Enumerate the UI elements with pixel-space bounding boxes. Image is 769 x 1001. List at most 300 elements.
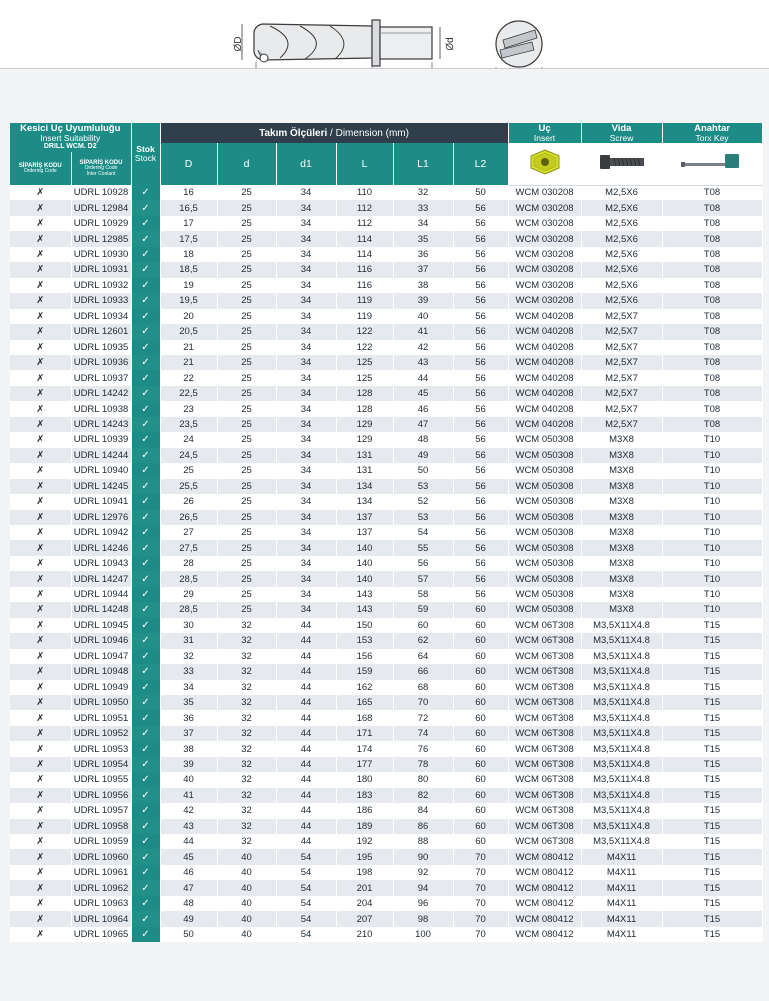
cell-key: T08 [662,200,762,215]
screw-image-cell [581,143,662,185]
cell-stock: ✓ [131,602,160,617]
cell-d: 25 [217,355,276,370]
cell-l2: 60 [453,695,508,710]
cell-mark: ✗ [10,556,71,571]
cell-stock: ✓ [131,649,160,664]
cell-mark: ✗ [10,448,71,463]
cell-l: 122 [336,324,393,339]
cell-insert: WCM 06T308 [508,649,581,664]
cell-stock: ✓ [131,432,160,447]
stock-header: Stok Stock [131,123,160,185]
cell-insert: WCM 080412 [508,911,581,926]
cell-key: T08 [662,401,762,416]
cell-mark: ✗ [10,479,71,494]
cell-l: 153 [336,633,393,648]
cell-d1: 44 [276,695,336,710]
cell-screw: M3X8 [581,494,662,509]
cell-d: 32 [217,803,276,818]
cell-d: 19 [160,278,217,293]
cell-mark: ✗ [10,309,71,324]
cell-code: UDRL 10932 [71,278,131,293]
cell-l2: 56 [453,370,508,385]
cell-mark: ✗ [10,571,71,586]
cell-insert: WCM 040208 [508,309,581,324]
cell-mark: ✗ [10,200,71,215]
cell-screw: M3,5X11X4.8 [581,803,662,818]
cell-mark: ✗ [10,834,71,849]
col-header-D: D [160,143,217,185]
cell-insert: WCM 080412 [508,927,581,942]
cell-mark: ✗ [10,741,71,756]
table-row [10,278,762,293]
cell-l1: 50 [393,463,453,478]
cell-d: 22 [160,370,217,385]
cell-l1: 48 [393,432,453,447]
table-row [10,911,762,926]
cell-code: UDRL 12601 [71,324,131,339]
cell-l: 137 [336,525,393,540]
cell-d: 25 [217,216,276,231]
cell-screw: M2,5X6 [581,200,662,215]
table-row [10,540,762,555]
cell-l: 140 [336,571,393,586]
cell-stock: ✓ [131,540,160,555]
cell-code: UDRL 10953 [71,741,131,756]
cell-l: 119 [336,293,393,308]
cell-l1: 88 [393,834,453,849]
cell-l: 125 [336,370,393,385]
cell-code: UDRL 10931 [71,262,131,277]
cell-d: 25 [217,386,276,401]
cell-d1: 44 [276,618,336,633]
cell-d: 46 [160,865,217,880]
cell-l: 128 [336,386,393,401]
cell-key: T15 [662,803,762,818]
cell-l1: 86 [393,819,453,834]
cell-d1: 34 [276,602,336,617]
cell-l: 140 [336,540,393,555]
table-row [10,865,762,880]
cell-d1: 34 [276,556,336,571]
table-row [10,309,762,324]
cell-l2: 70 [453,911,508,926]
cell-l1: 41 [393,324,453,339]
cell-key: T10 [662,448,762,463]
cell-mark: ✗ [10,432,71,447]
cell-screw: M2,5X7 [581,340,662,355]
cell-d: 25 [217,494,276,509]
cell-l: 119 [336,309,393,324]
cell-d: 27,5 [160,540,217,555]
cell-insert: WCM 030208 [508,185,581,200]
table-row [10,757,762,772]
cell-l: 125 [336,355,393,370]
col-header-d: d [217,143,276,185]
cell-d: 32 [217,664,276,679]
cell-code: UDRL 10965 [71,927,131,942]
table-row [10,710,762,725]
cell-stock: ✓ [131,185,160,200]
cell-l2: 70 [453,865,508,880]
cell-stock: ✓ [131,247,160,262]
insert-header: Uç Insert [508,123,581,143]
cell-insert: WCM 030208 [508,262,581,277]
cell-l2: 60 [453,680,508,695]
cell-key: T08 [662,293,762,308]
cell-screw: M2,5X6 [581,278,662,293]
cell-d: 17,5 [160,231,217,246]
cell-l: 150 [336,618,393,633]
cell-l: 174 [336,741,393,756]
cell-d: 32 [217,695,276,710]
cell-d: 25 [217,479,276,494]
cell-screw: M3,5X11X4.8 [581,649,662,664]
cell-stock: ✓ [131,757,160,772]
cell-screw: M3X8 [581,432,662,447]
cell-key: T15 [662,834,762,849]
cell-stock: ✓ [131,324,160,339]
table-row [10,618,762,633]
cell-screw: M3,5X11X4.8 [581,726,662,741]
cell-key: T15 [662,788,762,803]
cell-insert: WCM 050308 [508,432,581,447]
cell-code: UDRL 10946 [71,633,131,648]
cell-l: 165 [336,695,393,710]
cell-l2: 60 [453,772,508,787]
cell-code: UDRL 10940 [71,463,131,478]
cell-stock: ✓ [131,788,160,803]
cell-stock: ✓ [131,401,160,416]
cell-d: 25 [217,401,276,416]
cell-mark: ✗ [10,726,71,741]
cell-key: T10 [662,494,762,509]
cell-l1: 72 [393,710,453,725]
cell-screw: M3X8 [581,587,662,602]
table-row [10,819,762,834]
cell-l: 189 [336,819,393,834]
cell-l: 129 [336,432,393,447]
table-row [10,216,762,231]
cell-screw: M3X8 [581,479,662,494]
cell-d1: 34 [276,525,336,540]
cell-code: UDRL 14245 [71,479,131,494]
cell-code: UDRL 10962 [71,880,131,895]
cell-l1: 45 [393,386,453,401]
table-row [10,741,762,756]
cell-l2: 56 [453,324,508,339]
cell-l2: 56 [453,463,508,478]
cell-key: T10 [662,540,762,555]
screw-icon [596,151,648,173]
cell-l: 140 [336,556,393,571]
cell-d1: 34 [276,309,336,324]
cell-mark: ✗ [10,865,71,880]
cell-code: UDRL 10952 [71,726,131,741]
cell-code: UDRL 14244 [71,448,131,463]
cell-d1: 44 [276,649,336,664]
cell-l1: 92 [393,865,453,880]
cell-l1: 62 [393,633,453,648]
cell-d: 24 [160,432,217,447]
cell-l2: 56 [453,262,508,277]
cell-key: T15 [662,849,762,864]
cell-mark: ✗ [10,185,71,200]
cell-stock: ✓ [131,680,160,695]
cell-insert: WCM 080412 [508,880,581,895]
cell-d: 25 [217,525,276,540]
cell-d1: 44 [276,710,336,725]
cell-d: 32 [217,680,276,695]
cell-d: 21 [160,340,217,355]
cell-l2: 56 [453,293,508,308]
cell-stock: ✓ [131,819,160,834]
cell-l1: 82 [393,788,453,803]
cell-d: 32 [217,819,276,834]
cell-d1: 34 [276,231,336,246]
cell-key: T10 [662,587,762,602]
cell-l2: 56 [453,510,508,525]
cell-code: UDRL 10957 [71,803,131,818]
key-image-cell [662,143,762,185]
cell-l: 143 [336,587,393,602]
cell-stock: ✓ [131,865,160,880]
cell-insert: WCM 030208 [508,293,581,308]
cell-d1: 34 [276,479,336,494]
cell-code: UDRL 10956 [71,788,131,803]
cell-d: 25 [217,200,276,215]
cell-insert: WCM 06T308 [508,757,581,772]
cell-l: 183 [336,788,393,803]
cell-d: 32 [217,618,276,633]
table-row [10,649,762,664]
cell-key: T10 [662,510,762,525]
cell-mark: ✗ [10,680,71,695]
cell-key: T10 [662,432,762,447]
cell-mark: ✗ [10,278,71,293]
cell-code: UDRL 10939 [71,432,131,447]
cell-stock: ✓ [131,293,160,308]
cell-l2: 56 [453,571,508,586]
table-body [10,185,762,942]
torx-key-icon [679,151,745,173]
cell-d: 28,5 [160,571,217,586]
cell-key: T08 [662,278,762,293]
cell-d1: 34 [276,216,336,231]
cell-d1: 44 [276,741,336,756]
cell-stock: ✓ [131,834,160,849]
cell-d: 40 [160,772,217,787]
cell-d: 44 [160,834,217,849]
cell-stock: ✓ [131,463,160,478]
cell-d1: 44 [276,803,336,818]
table-row [10,463,762,478]
order-code-int-header: SİPARİŞ KODU Ordering Code İnter Coolant [71,152,131,185]
cell-mark: ✗ [10,633,71,648]
table-row [10,185,762,200]
cell-mark: ✗ [10,618,71,633]
cell-stock: ✓ [131,510,160,525]
cell-d: 30 [160,618,217,633]
cell-insert: WCM 040208 [508,417,581,432]
cell-mark: ✗ [10,510,71,525]
cell-code: UDRL 10929 [71,216,131,231]
cell-l1: 94 [393,880,453,895]
cell-l1: 57 [393,571,453,586]
dimension-header: Takım Ölçüleri / Dimension (mm) [160,123,508,143]
table-row [10,370,762,385]
cell-mark: ✗ [10,695,71,710]
cell-mark: ✗ [10,927,71,942]
cell-screw: M2,5X6 [581,185,662,200]
cell-code: UDRL 14246 [71,540,131,555]
cell-key: T08 [662,324,762,339]
cell-code: UDRL 14247 [71,571,131,586]
cell-l: 204 [336,896,393,911]
cell-l1: 32 [393,185,453,200]
cell-d1: 34 [276,370,336,385]
cell-d: 25 [160,463,217,478]
dim-label-d: Ød [445,37,456,51]
cell-insert: WCM 06T308 [508,741,581,756]
cell-stock: ✓ [131,664,160,679]
cell-insert: WCM 030208 [508,200,581,215]
cell-l2: 56 [453,587,508,602]
cell-d1: 54 [276,849,336,864]
cell-l2: 56 [453,417,508,432]
cell-mark: ✗ [10,896,71,911]
cell-d1: 34 [276,540,336,555]
cell-d: 25 [217,571,276,586]
cell-screw: M3,5X11X4.8 [581,680,662,695]
cell-l1: 100 [393,927,453,942]
cell-code: UDRL 10959 [71,834,131,849]
cell-insert: WCM 06T308 [508,710,581,725]
cell-mark: ✗ [10,494,71,509]
cell-d: 25 [217,293,276,308]
cell-l2: 56 [453,278,508,293]
order-code-header: SİPARİŞ KODU Ordering Code [10,152,71,185]
cell-screw: M3X8 [581,510,662,525]
cell-l1: 42 [393,340,453,355]
cell-code: UDRL 10938 [71,401,131,416]
cell-code: UDRL 10936 [71,355,131,370]
cell-screw: M4X11 [581,880,662,895]
cell-d: 25 [217,602,276,617]
cell-l: 210 [336,927,393,942]
cell-stock: ✓ [131,386,160,401]
cell-d: 29 [160,587,217,602]
cell-insert: WCM 080412 [508,896,581,911]
cell-mark: ✗ [10,757,71,772]
cell-insert: WCM 080412 [508,865,581,880]
cell-screw: M2,5X7 [581,386,662,401]
cell-d1: 44 [276,757,336,772]
cell-d1: 44 [276,788,336,803]
cell-code: UDRL 10937 [71,370,131,385]
cell-stock: ✓ [131,216,160,231]
table-row [10,633,762,648]
col-header-L1: L1 [393,143,453,185]
cell-d: 25 [217,247,276,262]
cell-key: T15 [662,772,762,787]
cell-code: UDRL 10961 [71,865,131,880]
cell-d1: 34 [276,324,336,339]
cell-d1: 44 [276,834,336,849]
cell-stock: ✓ [131,556,160,571]
cell-stock: ✓ [131,927,160,942]
cell-d1: 34 [276,587,336,602]
cell-screw: M3,5X11X4.8 [581,633,662,648]
cell-screw: M2,5X6 [581,216,662,231]
table-row [10,510,762,525]
cell-code: UDRL 10934 [71,309,131,324]
cell-l: 116 [336,278,393,293]
cell-l1: 55 [393,540,453,555]
table-row [10,788,762,803]
cell-screw: M2,5X7 [581,370,662,385]
cell-stock: ✓ [131,618,160,633]
cell-screw: M4X11 [581,865,662,880]
cell-mark: ✗ [10,355,71,370]
table-row [10,293,762,308]
cell-d: 23,5 [160,417,217,432]
table-row [10,355,762,370]
cell-l: 129 [336,417,393,432]
cell-d: 47 [160,880,217,895]
cell-code: UDRL 10930 [71,247,131,262]
cell-insert: WCM 06T308 [508,772,581,787]
cell-l2: 60 [453,710,508,725]
cell-l1: 43 [393,355,453,370]
cell-l1: 34 [393,216,453,231]
cell-d: 25 [217,370,276,385]
cell-d1: 34 [276,448,336,463]
cell-code: UDRL 10960 [71,849,131,864]
table-row [10,664,762,679]
cell-key: T15 [662,695,762,710]
cell-code: UDRL 10928 [71,185,131,200]
cell-d: 16,5 [160,200,217,215]
cell-l2: 56 [453,231,508,246]
table-row [10,479,762,494]
cell-code: UDRL 10951 [71,710,131,725]
cell-l: 143 [336,602,393,617]
cell-d: 43 [160,819,217,834]
cell-stock: ✓ [131,200,160,215]
cell-screw: M2,5X7 [581,417,662,432]
cell-insert: WCM 050308 [508,556,581,571]
cell-l1: 66 [393,664,453,679]
cell-mark: ✗ [10,819,71,834]
cell-d: 19,5 [160,293,217,308]
cell-d1: 34 [276,247,336,262]
table-row [10,695,762,710]
cell-insert: WCM 050308 [508,602,581,617]
cell-d: 18,5 [160,262,217,277]
cell-l: 162 [336,680,393,695]
cell-key: T10 [662,571,762,586]
cell-insert: WCM 040208 [508,324,581,339]
cell-l: 114 [336,231,393,246]
cell-screw: M2,5X6 [581,293,662,308]
cell-l2: 56 [453,432,508,447]
cell-insert: WCM 040208 [508,401,581,416]
table-row [10,896,762,911]
cell-insert: WCM 030208 [508,247,581,262]
table-row [10,448,762,463]
cell-l1: 36 [393,247,453,262]
cell-d: 25,5 [160,479,217,494]
